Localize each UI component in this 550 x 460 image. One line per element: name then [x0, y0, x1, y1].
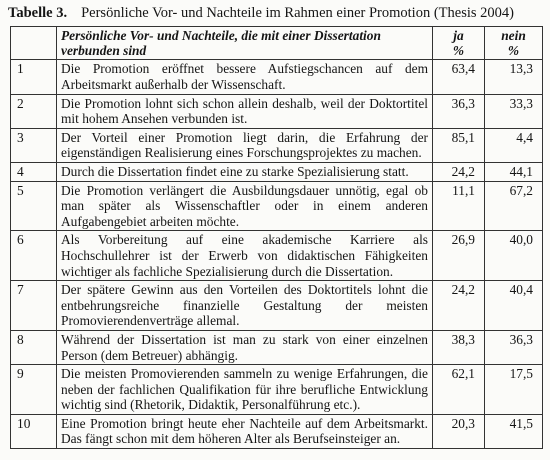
table-row: [11, 365, 543, 415]
header-nein: [485, 27, 543, 60]
row-index: 2: [11, 94, 57, 128]
row-ja-percent: 63,4: [433, 60, 485, 94]
row-ja-percent: 26,9: [433, 231, 485, 281]
row-ja-percent: 20,3: [433, 414, 485, 448]
row-nein-percent: 41,5: [485, 414, 543, 448]
row-index: 6: [11, 231, 57, 281]
row-statement: Als Vorbereitung auf eine akademische Karriere als Hochschullehrer ist der Erwerb von didaktischen Fähigkeiten wichtiger als fachliche Spezialisierung durch die Dissertation.: [57, 231, 433, 281]
row-ja-percent: 36,3: [433, 94, 485, 128]
row-index: 1: [11, 60, 57, 94]
row-index: 4: [11, 162, 57, 181]
header-nein-word: nein: [501, 28, 526, 43]
row-statement: Eine Promotion bringt heute eher Nachteile auf dem Arbeitsmarkt. Das fängt schon mit dem höheren Alter als Berufseinsteiger an.: [57, 414, 433, 448]
row-statement: Die Promotion lohnt sich schon allein deshalb, weil der Doktortitel mit hohem Ansehen verbunden ist.: [57, 94, 433, 128]
row-nein-percent: 36,3: [485, 330, 543, 364]
row-statement: Die Promotion verlängert die Ausbildungsdauer unnötig, egal ob man später als Wissenschaftler oder in einem anderen Aufgabengebiet arbeiten möchte.: [57, 181, 433, 231]
table-row: [11, 94, 543, 128]
row-ja-percent: 24,2: [433, 281, 485, 331]
row-statement: Durch die Dissertation findet eine zu starke Spezialisierung statt.: [57, 162, 433, 181]
row-ja-percent: 38,3: [433, 330, 485, 364]
header-ja: [433, 27, 485, 60]
table-row: [11, 60, 543, 94]
table-row: [11, 162, 543, 181]
table-row: [11, 281, 543, 331]
header-ja-word: ja: [453, 28, 464, 43]
table-caption: [8, 4, 514, 22]
row-nein-percent: 67,2: [485, 181, 543, 231]
table-header-row: [11, 27, 543, 60]
row-ja-percent: 11,1: [433, 181, 485, 231]
row-nein-percent: 17,5: [485, 365, 543, 415]
row-nein-percent: 33,3: [485, 94, 543, 128]
row-index: 10: [11, 414, 57, 448]
row-index: 9: [11, 365, 57, 415]
row-nein-percent: 44,1: [485, 162, 543, 181]
row-index: 8: [11, 330, 57, 364]
table-caption-text: Persönliche Vor- und Nachteile im Rahmen einer Promotion (Thesis 2004): [81, 5, 514, 21]
row-nein-percent: 13,3: [485, 60, 543, 94]
row-index: 3: [11, 128, 57, 162]
table-body: [11, 60, 543, 449]
table-row: [11, 330, 543, 364]
table-row: [11, 181, 543, 231]
row-index: 5: [11, 181, 57, 231]
row-nein-percent: 4,4: [485, 128, 543, 162]
row-statement: Der spätere Gewinn aus den Vorteilen des Doktortitels lohnt die entbehrungsreiche finanzielle Gestaltung der meisten Promovierendenverträge allemal.: [57, 281, 433, 331]
table-row: [11, 128, 543, 162]
header-index-cell: [11, 27, 57, 60]
table-caption-label: Tabelle 3.: [8, 5, 68, 21]
row-nein-percent: 40,0: [485, 231, 543, 281]
table-row: [11, 231, 543, 281]
row-statement: Während der Dissertation ist man zu stark von einer einzelnen Person (dem Betreuer) abhängig.: [57, 330, 433, 364]
row-statement: Die Promotion eröffnet bessere Aufstiegschancen auf dem Arbeitsmarkt außerhalb der Wissenschaft.: [57, 60, 433, 94]
row-index: 7: [11, 281, 57, 331]
row-ja-percent: 85,1: [433, 128, 485, 162]
row-ja-percent: 24,2: [433, 162, 485, 181]
row-nein-percent: 40,4: [485, 281, 543, 331]
row-statement: Der Vorteil einer Promotion liegt darin, die Erfahrung der eigenständigen Realisierung eines Forschungsprojektes zu machen.: [57, 128, 433, 162]
table-row: [11, 414, 543, 448]
results-table: [10, 26, 543, 449]
header-nein-unit: %: [507, 43, 520, 59]
header-statement: Persönliche Vor- und Nachteile, die mit einer Dissertation verbunden sind: [57, 27, 433, 60]
row-statement: Die meisten Promovierenden sammeln zu wenige Erfahrungen, die neben der fachlichen Qualifikation für ihre berufliche Entwicklung wichtig sind (Rhetorik, Didaktik, Personalführung etc.).: [57, 365, 433, 415]
row-ja-percent: 62,1: [433, 365, 485, 415]
header-ja-unit: %: [452, 43, 465, 59]
